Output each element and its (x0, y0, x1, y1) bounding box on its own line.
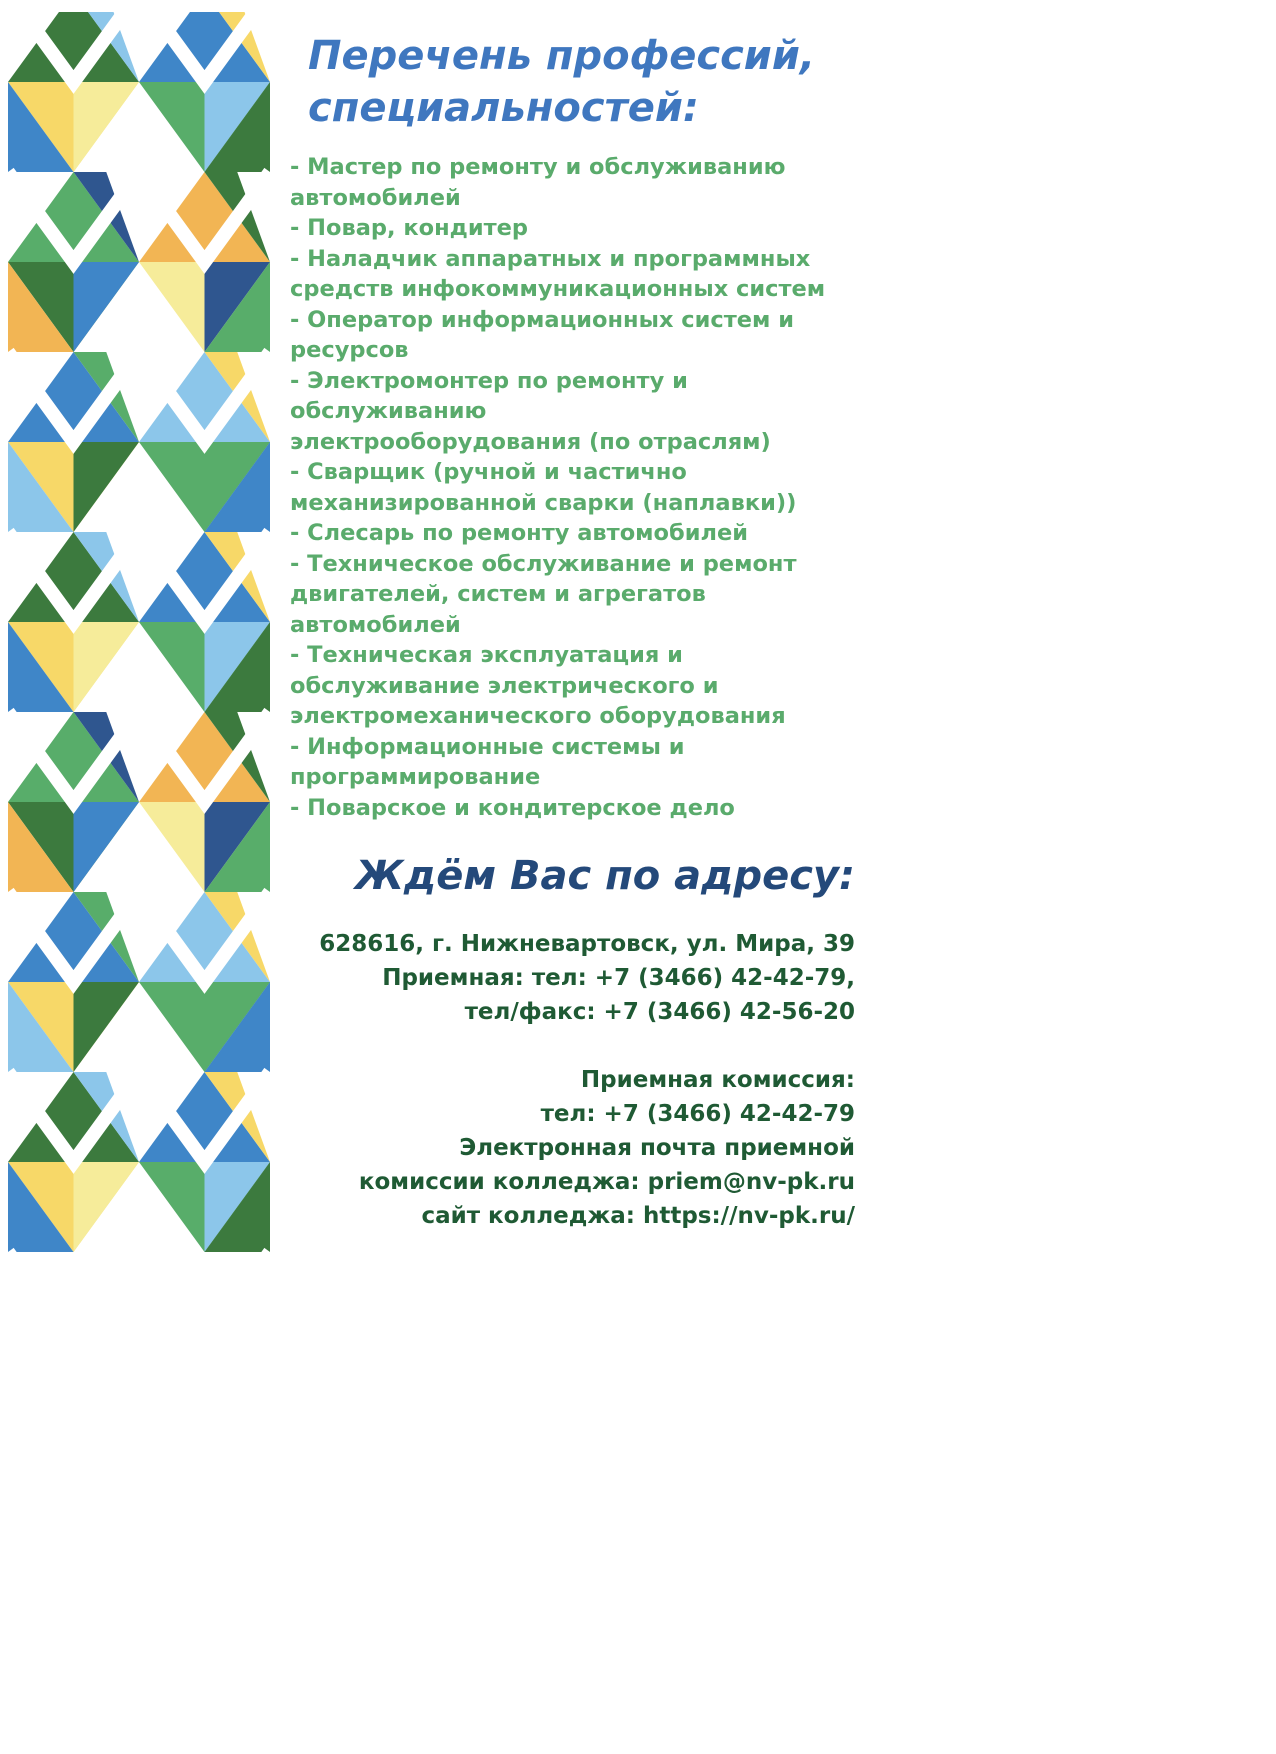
profession-line: средств инфокоммуникационных систем (290, 276, 826, 302)
profession-line: - Повар, кондитер (290, 215, 528, 241)
profession-line: - Поварское и кондитерское дело (290, 794, 735, 821)
professions-heading (290, 30, 860, 134)
street-address: 628616, г. Нижневартовск, ул. Мира, 39 (319, 931, 855, 957)
profession-line: автомобилей (290, 611, 461, 638)
profession-line: - Техническая эксплуатация и (290, 642, 683, 668)
address-title: Ждём Вас по адресу: (354, 853, 855, 899)
profession-line: - Слесарь по ремонту автомобилей (290, 520, 748, 546)
pattern-graphic (8, 12, 270, 1252)
profession-line: - Электромонтер по ремонту и (290, 367, 688, 394)
email-address: комиссии колледжа: priem@nv-pk.ru (358, 1169, 855, 1195)
profession-line: механизированной сварки (наплавки)) (290, 489, 797, 516)
professions-list (290, 152, 860, 823)
profession-line: программирование (290, 764, 541, 790)
heading-line-1: Перечень профессий, (308, 33, 816, 79)
profession-line: - Оператор информационных систем и (290, 306, 795, 333)
spacer (290, 1029, 855, 1063)
profession-line: - Информационные системы и (290, 733, 685, 760)
profession-line: электромеханического оборудования (290, 703, 786, 729)
profession-line: - Мастер по ремонту и обслуживанию (290, 154, 786, 180)
reception-phone: Приемная: тел: +7 (3466) 42-42-79, (382, 965, 855, 991)
main-content (290, 30, 860, 1233)
website: сайт колледжа: https://nv-pk.ru/ (421, 1203, 855, 1229)
profession-line: - Наладчик аппаратных и программных (290, 245, 811, 272)
profession-line: - Техническое обслуживание и ремонт (290, 550, 797, 577)
profession-line: ресурсов (290, 337, 409, 363)
commission-phone: тел: +7 (3466) 42-42-79 (540, 1101, 855, 1127)
email-label: Электронная почта приемной (459, 1135, 855, 1161)
commission-label: Приемная комиссия: (580, 1067, 855, 1093)
profession-line: двигателей, систем и агрегатов (290, 581, 706, 607)
profession-line: обслуживанию (290, 398, 487, 424)
profession-line: электрооборудования (по отраслям) (290, 428, 771, 455)
fax-number: тел/факс: +7 (3466) 42-56-20 (464, 999, 855, 1025)
profession-line: обслуживание электрического и (290, 672, 719, 699)
heading-line-2: специальностей: (308, 85, 699, 131)
profession-line: автомобилей (290, 184, 461, 211)
address-block (290, 851, 855, 1233)
profession-line: - Сварщик (ручной и частично (290, 459, 687, 485)
decorative-triangle-pattern (8, 12, 270, 1252)
